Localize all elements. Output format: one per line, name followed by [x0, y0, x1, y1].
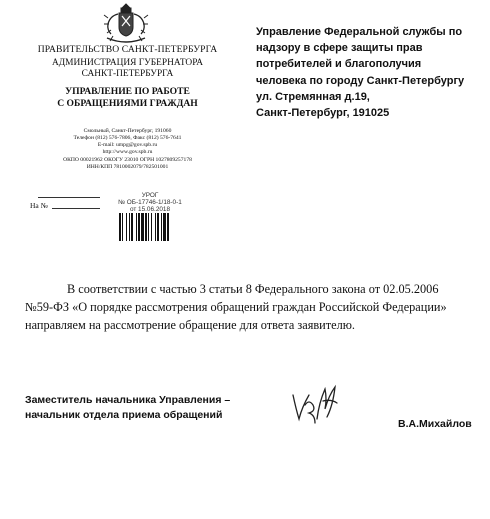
- signatory-title: [25, 393, 285, 423]
- barcode-bar: [126, 213, 127, 241]
- barcode-bar: [157, 213, 159, 241]
- body-line: №59-ФЗ «О порядке рассмотрения обращений граждан Российской Федерации»: [25, 300, 447, 314]
- contact-website: http://www.gov.spb.ru: [102, 149, 153, 155]
- barcode-bar: [122, 213, 123, 241]
- administration-name-line2: САНКТ-ПЕТЕРБУРГА: [81, 69, 174, 79]
- barcode-bar: [163, 213, 166, 241]
- signatory-title-line2: начальник отдела приема обращений: [25, 409, 223, 421]
- addressee-line: потребителей и благополучия: [256, 58, 422, 71]
- barcode-bar: [141, 213, 144, 241]
- barcode-bar: [131, 213, 133, 241]
- barcode-bar: [148, 213, 149, 241]
- barcode-icon: [118, 213, 182, 241]
- contact-codes: ОКПО 00021962 ОКОГУ 23010 ОГРН 1027809257178: [63, 157, 192, 163]
- government-name: ПРАВИТЕЛЬСТВО САНКТ-ПЕТЕРБУРГА: [37, 44, 218, 55]
- barcode-bar: [129, 213, 130, 241]
- addressee-line: ул. Стремянная д.19,: [256, 90, 370, 103]
- addressee-block: [256, 24, 486, 121]
- department-name-line2: С ОБРАЩЕНИЯМИ ГРАЖДАН: [57, 98, 198, 109]
- barcode-bar: [167, 213, 169, 241]
- body-line: В соответствии с частью 3 статьи 8 Федерального закона от 02.05.2006: [67, 282, 439, 296]
- stamp-line3: от 15.06.2018: [129, 206, 171, 213]
- addressee-line: человека по городу Санкт-Петербургу: [256, 74, 465, 87]
- administration-name-line1: АДМИНИСТРАЦИЯ ГУБЕРНАТОРА: [52, 58, 203, 68]
- department-name-line1: УПРАВЛЕНИЕ ПО РАБОТЕ: [65, 86, 190, 97]
- handwritten-signature-icon: [283, 381, 345, 427]
- addressee-line: надзору в сфере защиты прав: [256, 42, 423, 55]
- contact-address: Смольный, Санкт-Петербург, 191060: [83, 128, 172, 134]
- stamp-line2: № ОБ-17746-1/18-0-1: [118, 199, 182, 206]
- addressee-line: Санкт-Петербург, 191025: [256, 107, 390, 120]
- barcode-bar: [136, 213, 137, 241]
- barcode-bar: [161, 213, 162, 241]
- signatory-name: В.А.Михайлов: [398, 418, 472, 430]
- barcode-bar: [119, 213, 121, 241]
- addressee-line: Управление Федеральной службы по: [256, 26, 463, 38]
- stamp-line1: УРОГ: [141, 192, 159, 199]
- barcode-bar: [145, 213, 147, 241]
- contact-email: E-mail: umpg@gov.spb.ru: [97, 142, 158, 148]
- reference-number-label: На №: [30, 201, 48, 210]
- barcode-bar: [138, 213, 140, 241]
- contact-inn: ИНН/КПП 7810002079/782501001: [86, 164, 169, 170]
- letter-body: [25, 280, 475, 334]
- barcode-bar: [155, 213, 156, 241]
- signatory-title-line1: Заместитель начальника Управления –: [25, 394, 231, 406]
- barcode-bar: [151, 213, 152, 241]
- coat-of-arms-icon: [101, 2, 151, 44]
- reference-number-line: [30, 201, 100, 211]
- body-line: направляем на рассмотрение обращение для ответа заявителю.: [25, 318, 355, 332]
- contact-phone: Телефон (812) 576-7806, Факс (812) 576-7641: [73, 135, 182, 141]
